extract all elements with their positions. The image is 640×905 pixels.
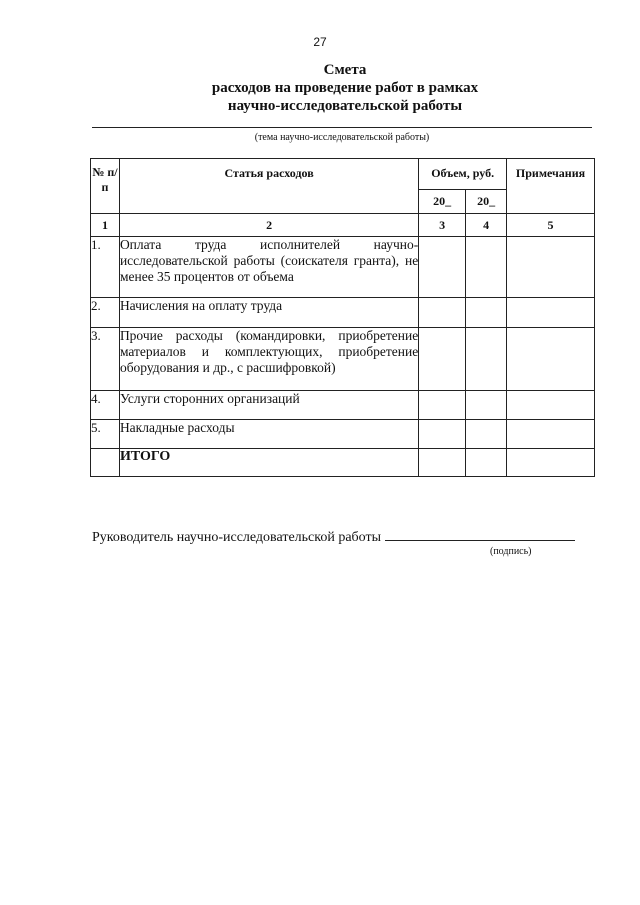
topic-caption: (тема научно-исследовательской работы) [254,132,430,143]
column-number-5: 5 [507,214,595,237]
row-year-1-cell [419,298,466,328]
table-row [91,237,595,298]
row-number: 5. [91,420,120,449]
row-year-1-cell [419,237,466,298]
header-volume: Объем, руб. [419,159,507,190]
row-notes-cell [507,328,595,391]
estimate-table [90,158,595,477]
row-item: Оплата труда исполнителей научно-исследовательской работы (соискателя гранта), не менее 35 процентов от объема [119,237,418,298]
table-row [91,328,595,391]
column-number-2: 2 [119,214,418,237]
header-year-1: 20_ [419,190,466,214]
total-label: ИТОГО [119,449,418,477]
row-year-1-cell [419,420,466,449]
table-row [91,391,595,420]
header-notes: Примечания [507,159,595,214]
title-line-1: Смета [323,62,367,78]
topic-fill-line [92,127,592,128]
total-notes-cell [507,449,595,477]
signature-label: Руководитель научно-исследовательской работы [92,530,382,545]
row-notes-cell [507,298,595,328]
row-year-1-cell [419,391,466,420]
total-row [91,449,595,477]
row-item: Прочие расходы (командировки, приобретение материалов и комплектующих, приобретение оборудования и др., с расшифровкой) [119,328,418,391]
row-year-1-cell [419,328,466,391]
table-row [91,298,595,328]
column-number-3: 3 [419,214,466,237]
row-notes-cell [507,237,595,298]
total-number-cell [91,449,120,477]
row-year-2-cell [466,298,507,328]
row-number: 4. [91,391,120,420]
row-item: Услуги сторонних организаций [119,391,418,420]
total-year-1-cell [419,449,466,477]
row-year-2-cell [466,420,507,449]
row-year-2-cell [466,391,507,420]
signature-fill-line [385,528,575,541]
title-line-2: расходов на проведение работ в рамках [211,80,479,96]
signature-caption: (подпись) [490,546,532,557]
page-number: 27 [313,35,327,49]
row-item: Накладные расходы [119,420,418,449]
row-year-2-cell [466,237,507,298]
row-number: 3. [91,328,120,391]
document-title [60,61,630,115]
table-row [91,420,595,449]
column-number-1: 1 [91,214,120,237]
row-notes-cell [507,420,595,449]
header-year-2: 20_ [466,190,507,214]
header-number: № п/п [91,159,120,214]
row-number: 1. [91,237,120,298]
header-item: Статья расходов [119,159,418,214]
row-item: Начисления на оплату труда [119,298,418,328]
total-year-2-cell [466,449,507,477]
row-number: 2. [91,298,120,328]
title-line-3: научно-исследовательской работы [227,98,463,114]
row-notes-cell [507,391,595,420]
column-number-4: 4 [466,214,507,237]
signature-line [92,528,575,546]
row-year-2-cell [466,328,507,391]
